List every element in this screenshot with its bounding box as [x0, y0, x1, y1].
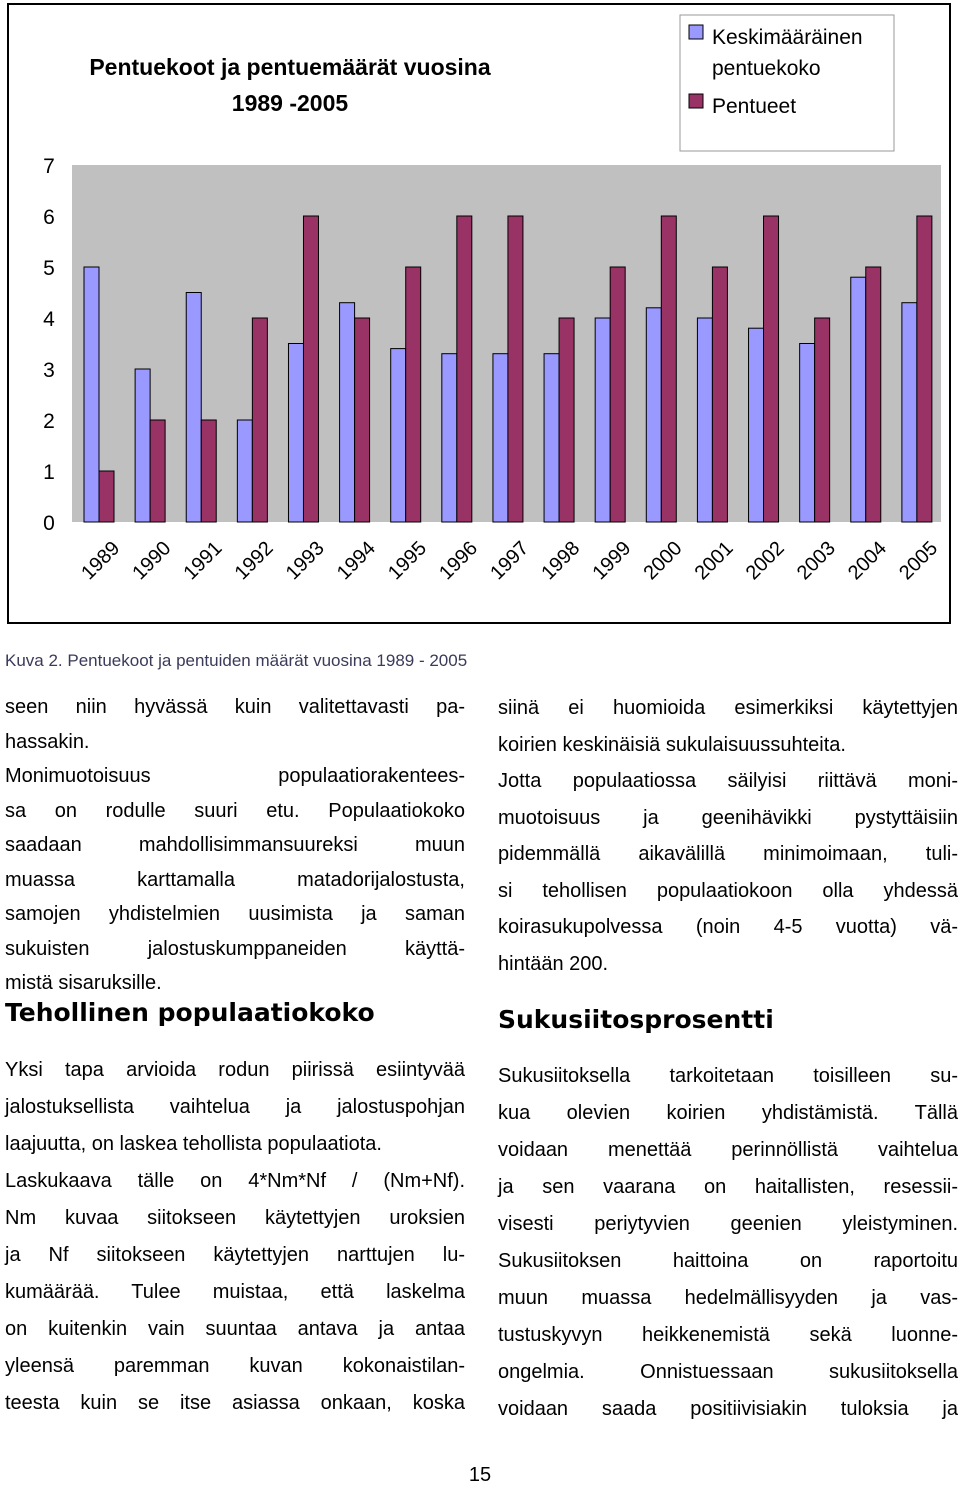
- figure-caption: Kuva 2. Pentuekoot ja pentuiden määrät vuosina 1989 - 2005: [5, 651, 468, 670]
- bar: [252, 318, 267, 522]
- bar: [595, 318, 610, 522]
- bar: [800, 344, 815, 523]
- y-tick-label: 6: [43, 206, 55, 229]
- text-line: Yksi tapa arvioida rodun piirissä esiintyvää: [5, 1059, 465, 1081]
- bar: [237, 420, 252, 522]
- text-line: kumäärää. Tulee muistaa, että laskelma: [5, 1281, 465, 1303]
- text-line: voidaan saada positiivisiakin tuloksia ja: [498, 1398, 958, 1420]
- text-line: visesti periytyvien geenien yleistyminen.: [498, 1213, 958, 1235]
- bar: [84, 267, 99, 522]
- bar: [457, 216, 472, 522]
- text-line: muun muassa hedelmällisyyden ja vas-: [498, 1287, 958, 1309]
- bar: [851, 277, 866, 522]
- text-line: voidaan menettää perinnöllistä vaihtelua: [498, 1139, 958, 1161]
- x-tick-label: 1992: [230, 537, 278, 585]
- legend-label: pentuekoko: [712, 57, 821, 80]
- bar: [749, 328, 764, 522]
- text-line: Nm kuvaa siitokseen käytettyjen uroksien: [5, 1207, 465, 1229]
- x-tick-label: 1997: [486, 537, 534, 585]
- text-line: siinä ei huomioida esimerkiksi käytettyjen: [498, 697, 958, 719]
- x-tick-label: 2004: [844, 537, 892, 585]
- bar: [544, 354, 559, 522]
- section-heading-tehollinen: Tehollinen populaatiokoko: [5, 998, 375, 1027]
- legend-swatch: [689, 94, 703, 108]
- text-line: samojen yhdistelmien uusimista ja saman: [5, 903, 465, 925]
- bar: [764, 216, 779, 522]
- y-tick-label: 0: [43, 512, 55, 535]
- legend-swatch: [689, 25, 703, 39]
- bar: [610, 267, 625, 522]
- text-line: Laskukaava tälle on 4*Nm*Nf / (Nm+Nf).: [5, 1170, 465, 1192]
- x-tick-label: 2003: [792, 537, 840, 585]
- left-column-body: [5, 1052, 465, 1422]
- text-line: laajuutta, on laskea tehollista populaatiota.: [5, 1133, 382, 1155]
- bar: [201, 420, 216, 522]
- text-line: ja sen vaarana on haitallisten, resessii-: [498, 1176, 958, 1198]
- bar: [646, 308, 661, 522]
- bar: [135, 369, 150, 522]
- text-line: seen niin hyvässä kuin valitettavasti pa-: [5, 696, 465, 718]
- text-line: muassa karttamalla matadorijalostusta,: [5, 868, 465, 891]
- bar: [559, 318, 574, 522]
- text-line: sukuisten jalostuskumppaneiden käyttä-: [5, 937, 465, 960]
- text-line: saadaan mahdollisimmansuureksi muun: [5, 834, 465, 856]
- chart: [7, 3, 951, 624]
- x-tick-label: 1999: [588, 537, 636, 585]
- y-tick-label: 7: [43, 155, 55, 178]
- text-line: sa on rodulle suuri etu. Populaatiokoko: [5, 799, 465, 822]
- bar: [186, 293, 201, 523]
- y-tick-label: 3: [43, 359, 55, 382]
- x-tick-label: 2002: [741, 537, 789, 585]
- text-line: koirasukupolvessa (noin 4-5 vuotta) vä-: [498, 916, 958, 938]
- bar: [340, 303, 355, 522]
- x-tick-label: 2000: [639, 537, 687, 585]
- text-line: ja Nf siitokseen käytettyjen narttujen lu-: [5, 1244, 465, 1266]
- text-line: koirien keskinäisiä sukulaisuussuhteita.: [498, 733, 846, 756]
- x-tick-label: 1993: [281, 537, 329, 585]
- text-line: hassakin.: [5, 730, 90, 753]
- y-tick-label: 2: [43, 410, 55, 433]
- text-line: jalostuksellista vaihtelua ja jalostuspohjan: [5, 1096, 465, 1118]
- bar: [493, 354, 508, 522]
- bar: [508, 216, 523, 522]
- legend-label: Keskimääräinen: [712, 26, 863, 49]
- bar: [150, 420, 165, 522]
- y-tick-label: 5: [43, 257, 55, 280]
- bar: [406, 267, 421, 522]
- x-tick-label: 1998: [537, 537, 585, 585]
- bar: [866, 267, 881, 522]
- text-line: ongelmia. Onnistuessaan sukusiitoksella: [498, 1361, 958, 1383]
- text-line: yleensä paremman kuvan kokonaistilan-: [5, 1355, 465, 1377]
- text-line: mistä sisaruksille.: [5, 972, 162, 994]
- text-line: teesta kuin se itse asiassa onkaan, koska: [5, 1392, 465, 1414]
- right-column-body: [498, 1058, 958, 1428]
- y-tick-label: 4: [43, 308, 55, 331]
- text-line: Sukusiitoksella tarkoitetaan toisilleen su-: [498, 1065, 958, 1087]
- text-line: hintään 200.: [498, 952, 609, 975]
- text-line: Jotta populaatiossa säilyisi riittävä moni-: [498, 770, 958, 792]
- x-tick-label: 2005: [895, 537, 943, 585]
- bar: [288, 344, 303, 523]
- x-tick-label: 1991: [179, 537, 227, 585]
- x-tick-label: 2001: [690, 537, 738, 585]
- y-tick-label: 1: [43, 461, 55, 484]
- chart-canvas: [9, 5, 949, 622]
- bar: [391, 349, 406, 522]
- section-heading-sukusiitos: Sukusiitosprosentti: [498, 1005, 774, 1034]
- bar: [917, 216, 932, 522]
- text-line: on kuitenkin vain suuntaa antava ja antaa: [5, 1318, 465, 1340]
- bar: [355, 318, 370, 522]
- x-tick-label: 1990: [128, 537, 176, 585]
- chart-title: Pentuekoot ja pentuemäärät vuosina: [89, 54, 491, 80]
- right-column-intro: [498, 690, 958, 982]
- text-line: pidemmällä aikavälillä minimoimaan, tuli-: [498, 843, 958, 865]
- bar: [902, 303, 917, 522]
- x-tick-label: 1995: [383, 537, 431, 585]
- text-line: Monimuotoisuus populaatiorakentees-: [5, 765, 465, 787]
- x-tick-label: 1996: [435, 537, 483, 585]
- text-line: si tehollisen populaatiokoon olla yhdessä: [498, 879, 958, 902]
- x-tick-label: 1994: [332, 537, 380, 585]
- page-number: 15: [468, 1464, 492, 1486]
- bar: [303, 216, 318, 522]
- text-line: Sukusiitoksen haittoina on raportoitu: [498, 1250, 958, 1272]
- bar: [99, 471, 114, 522]
- left-column-intro: [5, 690, 465, 1001]
- x-tick-label: 1989: [77, 537, 125, 585]
- chart-title: 1989 -2005: [231, 90, 349, 116]
- bar: [442, 354, 457, 522]
- bar: [712, 267, 727, 522]
- bar: [661, 216, 676, 522]
- text-line: muotoisuus ja geenihävikki pystyttäisiin: [498, 806, 958, 829]
- text-line: tustuskyvyn heikkenemistä sekä luonne-: [498, 1324, 958, 1346]
- bar: [815, 318, 830, 522]
- text-line: kua olevien koirien yhdistämistä. Tällä: [498, 1102, 958, 1124]
- legend-label: Pentueet: [712, 95, 797, 118]
- bar: [697, 318, 712, 522]
